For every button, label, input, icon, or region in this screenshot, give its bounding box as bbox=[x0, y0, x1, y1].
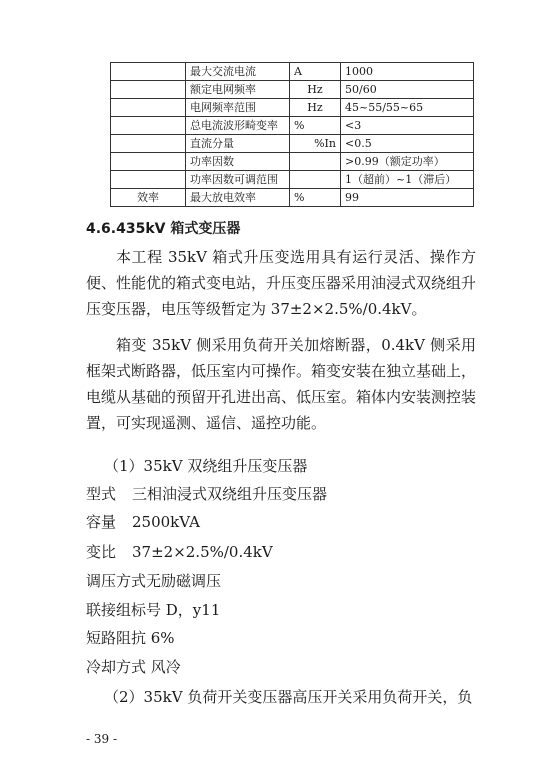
table-cell: 1000 bbox=[341, 63, 474, 81]
table-cell bbox=[111, 99, 186, 117]
table-cell bbox=[111, 117, 186, 135]
spec-cooling: 冷却方式 风冷 bbox=[86, 658, 181, 676]
table-cell: 功率因数可调范围 bbox=[186, 171, 290, 189]
table-cell: 45~55/55~65 bbox=[341, 99, 474, 117]
paragraph: 本工程 35kV 箱式升压变选用具有运行灵活、操作方便、性能优的箱式变电站，升压变压器采用油浸式双绕组升压变压器，电压等级暂定为 37±2×2.5%/0.4kV。 bbox=[86, 248, 477, 318]
spec-impedance: 短路阻抗 6% bbox=[86, 629, 175, 647]
table-cell: % bbox=[290, 189, 341, 207]
spec-label: 变比 bbox=[86, 543, 117, 561]
table-cell: 99 bbox=[341, 189, 474, 207]
paragraph: 箱变 35kV 侧采用负荷开关加熔断器，0.4kV 侧采用框架式断路器，低压室内可操作。箱变安装在独立基础上，电缆从基础的预留开孔进出高、低压室。箱体内安装测控装置，可实现遥测、遥信、遥控功能。 bbox=[86, 336, 477, 432]
table-cell: 最大交流电流 bbox=[186, 63, 290, 81]
table-row bbox=[111, 81, 474, 99]
table-cell bbox=[111, 171, 186, 189]
table-row bbox=[111, 153, 474, 171]
table-cell: <0.5 bbox=[341, 135, 474, 153]
table-row bbox=[111, 63, 474, 81]
table-cell: A bbox=[290, 63, 341, 81]
table-cell: 效率 bbox=[111, 189, 186, 207]
table-row bbox=[111, 135, 474, 153]
table-cell: 50/60 bbox=[341, 81, 474, 99]
spec-label: 型式 bbox=[86, 485, 117, 503]
spec-value: 2500kVA bbox=[132, 513, 200, 531]
table-cell: >0.99（额定功率） bbox=[341, 153, 474, 171]
table-cell: Hz bbox=[290, 99, 341, 117]
table-cell: 1（超前）~1（滞后） bbox=[341, 171, 474, 189]
table-cell: 直流分量 bbox=[186, 135, 290, 153]
table-cell: 最大放电效率 bbox=[186, 189, 290, 207]
spec-label: 容量 bbox=[86, 513, 117, 531]
spec-table bbox=[110, 62, 474, 207]
page-number: - 39 - bbox=[86, 732, 118, 746]
table-cell: 功率因数 bbox=[186, 153, 290, 171]
table-cell: 电网频率范围 bbox=[186, 99, 290, 117]
table-cell: <3 bbox=[341, 117, 474, 135]
table-cell: 总电流波形畸变率 bbox=[186, 117, 290, 135]
spec-type bbox=[86, 483, 327, 504]
table-row bbox=[111, 117, 474, 135]
table-cell: % bbox=[290, 117, 341, 135]
subsection-heading: （1）35kV 双绕组升压变压器 bbox=[104, 457, 308, 475]
spec-value: 37±2×2.5%/0.4kV bbox=[132, 543, 273, 561]
table-cell bbox=[290, 153, 341, 171]
spec-value: 三相油浸式双绕组升压变压器 bbox=[132, 485, 328, 503]
spec-vector: 联接组标号 D，y11 bbox=[86, 601, 221, 619]
subsection-heading: （2）35kV 负荷开关变压器高压开关采用负荷开关，负 bbox=[104, 688, 473, 706]
table-row bbox=[111, 189, 474, 207]
table-cell: %In bbox=[290, 135, 341, 153]
spec-tap: 调压方式无励磁调压 bbox=[86, 572, 222, 590]
table-cell bbox=[111, 153, 186, 171]
table-cell: 额定电网频率 bbox=[186, 81, 290, 99]
spec-ratio bbox=[86, 541, 273, 562]
table-cell bbox=[111, 135, 186, 153]
table-cell bbox=[111, 81, 186, 99]
table-cell bbox=[290, 171, 341, 189]
table-cell bbox=[111, 63, 186, 81]
table-cell: Hz bbox=[290, 81, 341, 99]
table-row bbox=[111, 99, 474, 117]
spec-capacity bbox=[86, 511, 200, 532]
table-row bbox=[111, 171, 474, 189]
section-heading: 4.6.435kV 箱式变压器 bbox=[86, 221, 241, 237]
